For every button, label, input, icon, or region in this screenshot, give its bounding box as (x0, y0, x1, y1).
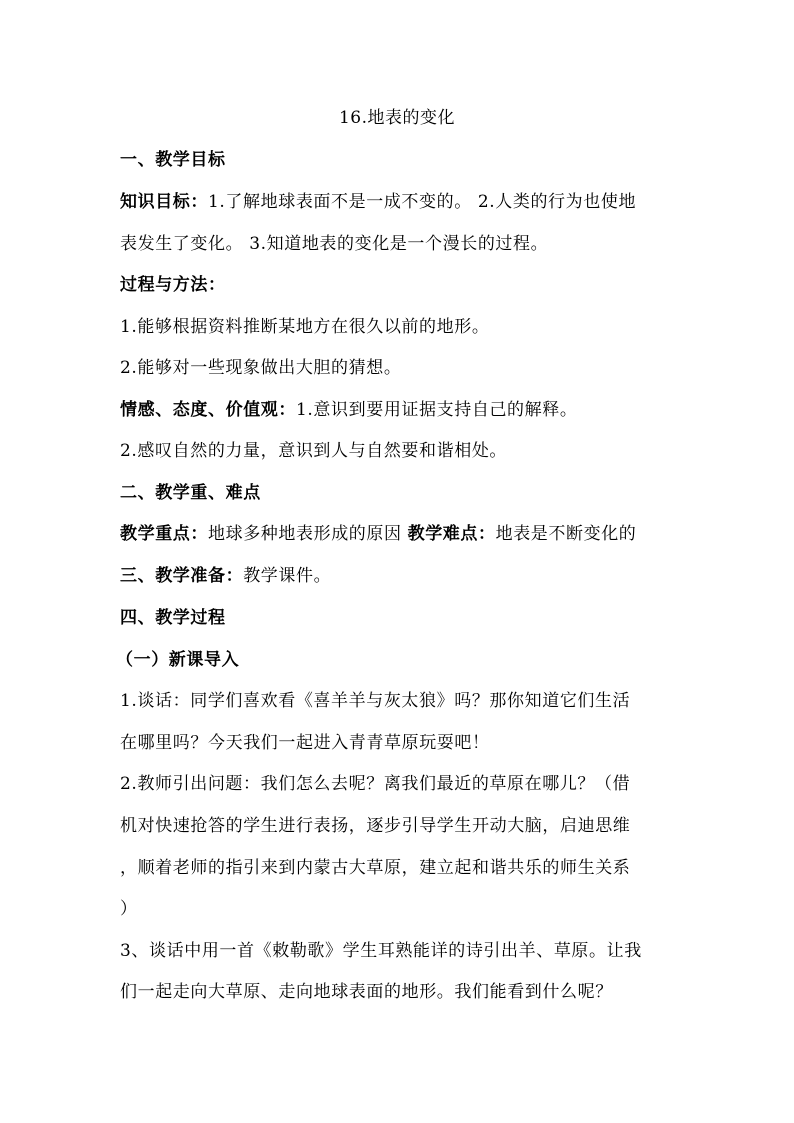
subsection-heading-intro: （一）新课导入 (116, 650, 240, 670)
section-heading-key-points: 二、教学重、难点 (120, 483, 261, 503)
paragraph-3-line-1: 3、谈话中用一首《敕勒歌》学生耳熟能详的诗引出羊、草原。让我 (120, 941, 642, 961)
paragraph-2-line-3: ，顺着老师的指引来到内蒙古大草原，建立起和谐共乐的师生关系 (120, 858, 631, 878)
paragraph-1-line-2: 在哪里吗？今天我们一起进入青青草原玩耍吧！ (120, 733, 490, 753)
section-heading-objectives: 一、教学目标 (120, 150, 226, 170)
paragraph-1-line-1: 1.谈话：同学们喜欢看《喜羊羊与灰太狼》吗？那你知道它们生活 (120, 691, 631, 711)
process-item-1: 1.能够根据资料推断某地方在很久以前的地形。 (120, 317, 490, 337)
difficult-point-text: 地表是不断变化的 (495, 524, 637, 544)
key-point-label: 教学重点： (120, 524, 208, 544)
section-heading-preparation: 三、教学准备： (120, 566, 244, 586)
knowledge-objective-label: 知识目标： (120, 192, 208, 212)
page-title: 16.地表的变化 (338, 108, 456, 128)
emotion-objective-text-1: 1.意识到要用证据支持自己的解释。 (296, 400, 578, 420)
key-difficult-points-line (120, 522, 676, 546)
preparation-text: 教学课件。 (243, 566, 332, 586)
paragraph-2-line-1: 2.教师引出问题：我们怎么去呢？离我们最近的草原在哪儿？（借 (120, 774, 631, 794)
process-method-label: 过程与方法： (120, 275, 226, 295)
paragraph-3-line-2: 们一起走向大草原、走向地球表面的地形。我们能看到什么呢？ (120, 982, 613, 1002)
paragraph-2-line-2: 机对快速抢答的学生进行表扬，逐步引导学生开动大脑，启迪思维 (120, 816, 631, 836)
knowledge-objective-line-2: 表发生了变化。 3.知道地表的变化是一个漫长的过程。 (120, 234, 549, 254)
knowledge-objective-line-1 (120, 190, 676, 214)
paragraph-2-line-4: ） (120, 899, 138, 919)
difficult-point-label: 教学难点： (407, 524, 496, 544)
knowledge-objective-text-1: 1.了解地球表面不是一成不变的。 2.人类的行为也使地 (208, 192, 637, 212)
emotion-objective-label: 情感、态度、价值观： (120, 400, 296, 420)
key-point-text: 地球多种地表形成的原因 (208, 524, 408, 544)
emotion-objective-line-1 (120, 398, 676, 422)
preparation-line (120, 564, 676, 588)
section-heading-process: 四、教学过程 (120, 608, 226, 628)
emotion-objective-line-2: 2.感叹自然的力量，意识到人与自然要和谐相处。 (120, 441, 508, 461)
process-item-2: 2.能够对一些现象做出大胆的猜想。 (120, 358, 402, 378)
